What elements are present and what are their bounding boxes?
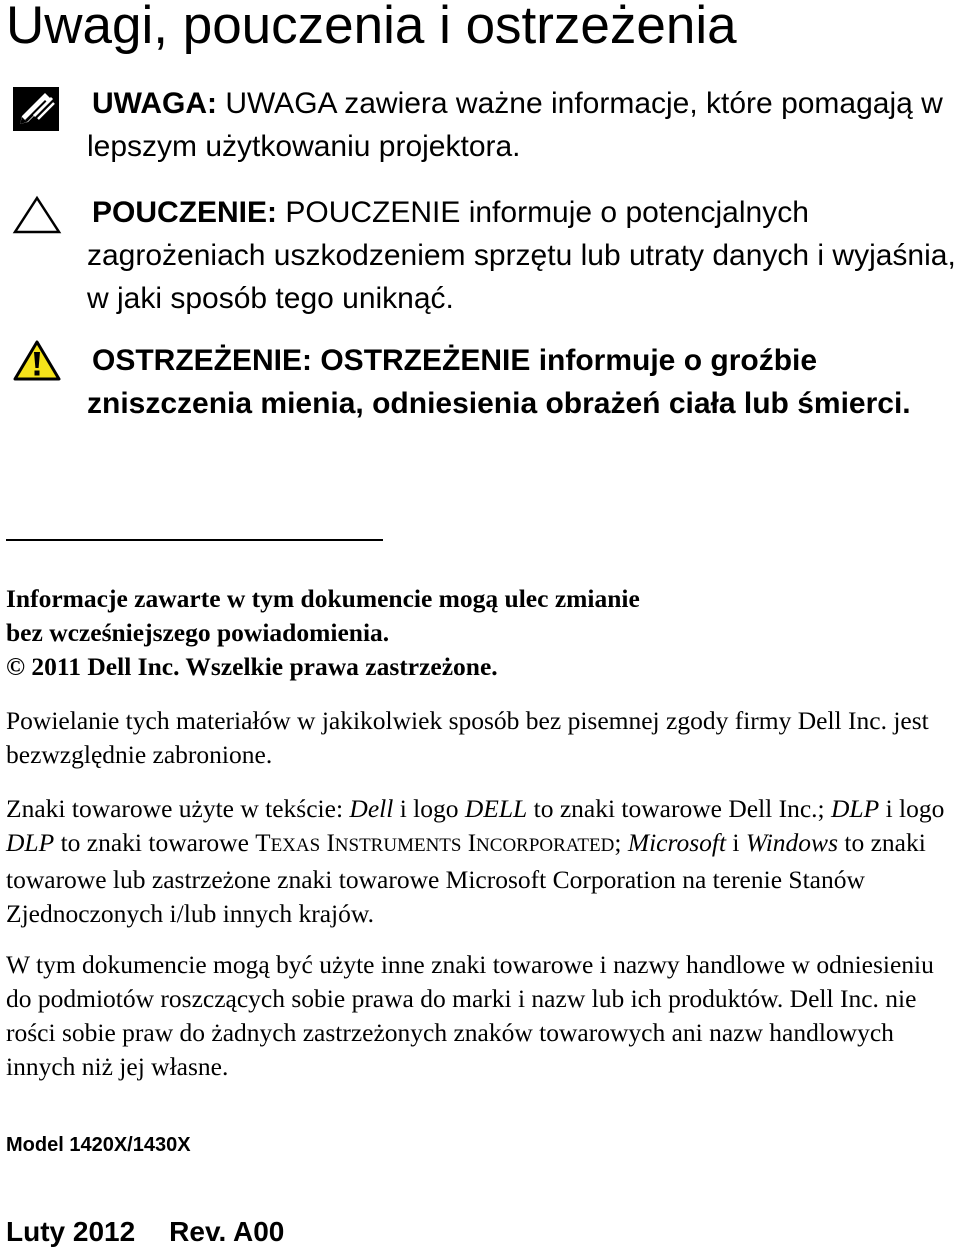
tm-text-1: Znaki towarowe użyte w tekście: — [6, 794, 350, 823]
model-number: Model 1420X/1430X — [6, 1134, 191, 1156]
tm-ti-3: I — [320, 830, 335, 857]
caution-label: POUCZENIE: — [92, 196, 278, 229]
tm-text-4: i logo — [879, 794, 945, 823]
warning-body: OSTRZEŻENIE informuje o groźbie zniszczenia mienia, odniesienia obrażeń ciała lub śmierci. — [87, 344, 911, 420]
tm-dlp-logo: DLP — [6, 828, 55, 857]
tm-dell-logo: DELL — [464, 794, 528, 823]
tm-dell: Dell — [349, 794, 394, 823]
tm-windows: Windows — [745, 828, 838, 857]
other-trademarks-notice: W tym dokumencie mogą być użyte inne znaki towarowe i nazwy handlowe w odniesieniu do podmiotów roszczących sobie prawa do marki i nazw lub ich produktów. Dell Inc. nie rości sobie praw do żadnych zastrzeżonych znaków towarowych ani nazw handlowych innych niż jej własne. — [6, 950, 934, 1081]
info-line-2: bez wcześniejszego powiadomienia. — [6, 618, 390, 647]
page-title: Uwagi, pouczenia i ostrzeżenia — [6, 0, 737, 55]
tm-ti-4: NSTRUMENTS — [334, 835, 462, 856]
tm-text-6: ; — [614, 828, 628, 857]
tm-ti-6: NCORPORATED — [476, 835, 615, 856]
reproduction-notice: Powielanie tych materiałów w jakikolwiek sposób bez pisemnej zgody firmy Dell Inc. jest bezwzględnie zabronione. — [6, 706, 929, 769]
tm-microsoft: Microsoft — [627, 828, 727, 857]
footer — [6, 1214, 284, 1250]
note-body: UWAGA zawiera ważne informacje, które pomagają w lepszym użytkowaniu projektora. — [87, 87, 943, 163]
tm-text-7: i — [726, 828, 746, 857]
info-change-notice — [6, 582, 956, 684]
caution-triangle-icon — [12, 195, 62, 240]
tm-text-2: i logo — [393, 794, 465, 823]
warning-label: OSTRZEŻENIE: — [92, 344, 313, 377]
copyright-line: © 2011 Dell Inc. Wszelkie prawa zastrzeżone. — [6, 652, 498, 681]
tm-text-5: to znaki towarowe — [54, 828, 256, 857]
warning-exclamation-icon — [12, 339, 62, 388]
tm-texas-instruments — [255, 830, 614, 857]
tm-ti-1: T — [255, 830, 271, 857]
tm-text-8: to znaki towarowe lub zastrzeżone znaki towarowe Microsoft Corporation na terenie Stanów Zjednoczonych i/lub innych krajów. — [6, 828, 926, 928]
pencil-note-icon — [12, 86, 60, 137]
tm-dlp: DLP — [831, 794, 880, 823]
tm-ti-5: I — [461, 830, 477, 857]
trademarks-notice — [6, 792, 956, 931]
footer-revision: Rev. A00 — [169, 1216, 285, 1247]
info-line-1: Informacje zawarte w tym dokumencie mogą ulec zmianie — [6, 584, 640, 613]
warning-text — [87, 339, 957, 425]
note-label: UWAGA: — [92, 87, 217, 120]
footer-date: Luty 2012 — [6, 1216, 136, 1247]
tm-ti-2: EXAS — [270, 835, 321, 856]
separator-rule — [6, 539, 383, 541]
tm-text-3: to znaki towarowe Dell Inc.; — [527, 794, 832, 823]
caution-body: POUCZENIE informuje o potencjalnych zagrożeniach uszkodzeniem sprzętu lub utraty danych i wyjaśnia, w jaki sposób tego uniknąć. — [87, 196, 956, 315]
caution-text — [87, 191, 957, 320]
note-text — [87, 82, 957, 168]
